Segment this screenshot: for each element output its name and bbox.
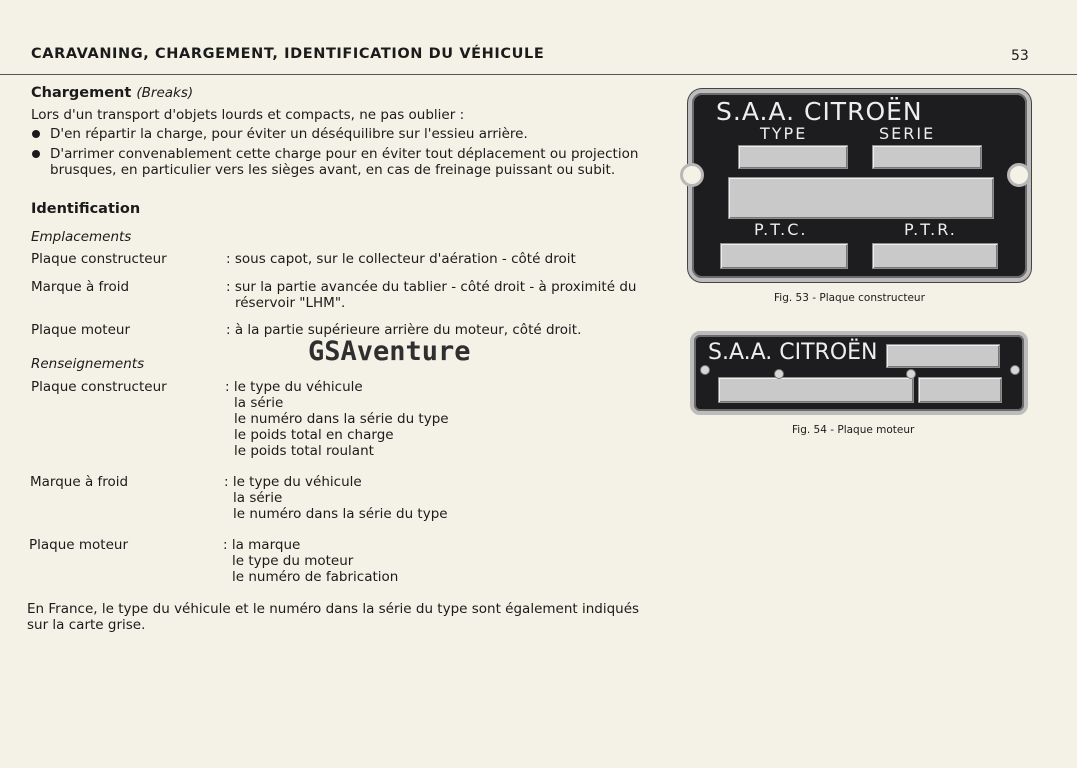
plate-ptr-slot xyxy=(872,243,998,269)
plate-ptr-label: P.T.R. xyxy=(904,220,957,239)
renseignement-value: le poids total en charge xyxy=(234,427,394,443)
chargement-bullet-2-line-2: brusques, en particulier vers les sièges avant, en cas de freinage puissant ou subit. xyxy=(50,162,616,178)
plate-serie-slot xyxy=(872,145,982,169)
rivet-icon xyxy=(906,369,916,379)
section-heading-identification: Identification xyxy=(31,201,141,217)
plate-brand: S.A.A. CITROËN xyxy=(708,340,878,365)
rivet-icon xyxy=(1010,365,1020,375)
emplacement-value: réservoir "LHM". xyxy=(235,295,346,311)
plate-slot xyxy=(886,344,1000,368)
subheading-emplacements: Emplacements xyxy=(31,229,132,245)
renseignement-value: la série xyxy=(234,395,284,411)
renseignement-value: : le type du véhicule xyxy=(225,379,363,395)
page-number: 53 xyxy=(1011,48,1029,64)
emplacement-value: : sous capot, sur le collecteur d'aération - côté droit xyxy=(226,251,576,267)
renseignement-value: : la marque xyxy=(223,537,301,553)
chargement-intro: Lors d'un transport d'objets lourds et compacts, ne pas oublier : xyxy=(31,107,465,123)
section-heading-chargement xyxy=(31,85,193,101)
bullet-icon xyxy=(32,150,40,158)
renseignement-value: le type du moteur xyxy=(232,553,354,569)
plate-ptc-label: P.T.C. xyxy=(754,220,808,239)
renseignement-label: Marque à froid xyxy=(30,474,129,490)
rivet-icon xyxy=(774,369,784,379)
subheading-renseignements: Renseignements xyxy=(31,356,145,372)
plate-brand: S.A.A. CITROËN xyxy=(716,97,923,126)
page-header-title: CARAVANING, CHARGEMENT, IDENTIFICATION DU VÉHICULE xyxy=(31,46,545,62)
plate-type-label: TYPE xyxy=(760,124,808,143)
renseignement-value: la série xyxy=(233,490,283,506)
plate-type-slot xyxy=(738,145,848,169)
emplacement-value: : sur la partie avancée du tablier - côté droit - à proximité du xyxy=(226,279,637,295)
chargement-bullet-2-line-1: D'arrimer convenablement cette charge pour en éviter tout déplacement ou projection xyxy=(50,146,639,162)
emplacement-label: Plaque constructeur xyxy=(31,251,167,267)
chargement-bullet-1: D'en répartir la charge, pour éviter un déséquilibre sur l'essieu arrière. xyxy=(50,126,528,142)
chargement-heading-note: (Breaks) xyxy=(136,85,194,101)
chargement-heading: Chargement xyxy=(31,85,132,101)
plate-serie-label: SERIE xyxy=(879,124,936,143)
emplacement-label: Marque à froid xyxy=(31,279,130,295)
renseignement-label: Plaque constructeur xyxy=(31,379,167,395)
plaque-moteur-image xyxy=(690,331,1028,415)
figure-caption-53: Fig. 53 - Plaque constructeur xyxy=(774,292,925,304)
plate-number-slot xyxy=(728,177,994,219)
rivet-icon xyxy=(680,163,704,187)
plaque-constructeur-image xyxy=(688,89,1031,282)
figure-caption-54: Fig. 54 - Plaque moteur xyxy=(792,424,915,436)
renseignement-value: le numéro de fabrication xyxy=(232,569,399,585)
renseignement-value: : le type du véhicule xyxy=(224,474,362,490)
rivet-icon xyxy=(1007,163,1031,187)
plate-ptc-slot xyxy=(720,243,848,269)
header-divider xyxy=(0,74,1077,75)
bullet-icon xyxy=(32,130,40,138)
plate-slot xyxy=(718,377,914,403)
emplacement-value: : à la partie supérieure arrière du moteur, côté droit. xyxy=(226,322,582,338)
renseignement-value: le numéro dans la série du type xyxy=(234,411,449,427)
renseignement-value: le poids total roulant xyxy=(234,443,374,459)
rivet-icon xyxy=(700,365,710,375)
footer-note-line-1: En France, le type du véhicule et le numéro dans la série du type sont également indiqués xyxy=(27,601,640,617)
plate-slot xyxy=(918,377,1002,403)
renseignement-value: le numéro dans la série du type xyxy=(233,506,448,522)
watermark: GSAventure xyxy=(308,336,471,367)
emplacement-label: Plaque moteur xyxy=(31,322,131,338)
renseignement-label: Plaque moteur xyxy=(29,537,129,553)
footer-note-line-2: sur la carte grise. xyxy=(27,617,146,633)
